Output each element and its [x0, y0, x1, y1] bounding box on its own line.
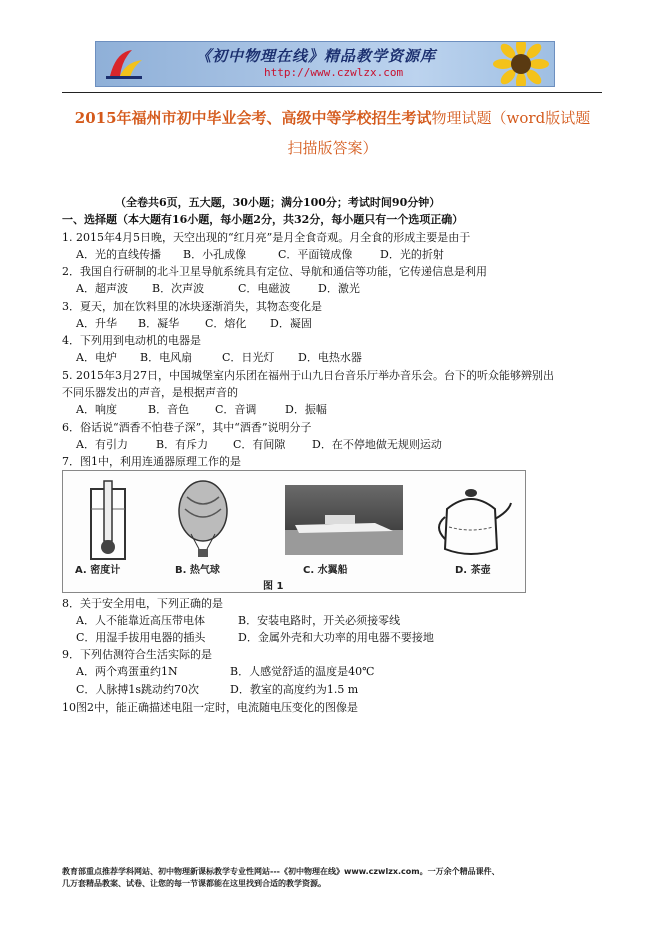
question-4: 4．下列用到电动机的电器是 [62, 334, 201, 347]
q4-option-b: B．电风扇 [140, 351, 193, 364]
question-3: 3．夏天，加在饮料里的冰块逐渐消失，其物态变化是 [62, 300, 322, 313]
q8-option-a: A．人不能靠近高压带电体 [76, 614, 205, 627]
question-10: 10图2中，能正确描述电阻一定时，电流随电压变化的图像是 [62, 701, 358, 714]
hydrofoil-boat-icon [285, 485, 403, 555]
question-6: 6．俗话说“酒香不怕巷子深”，其中“酒香”说明分子 [62, 421, 312, 434]
q3-option-c: C．熔化 [205, 317, 247, 330]
q2-option-b: B．次声波 [152, 282, 205, 295]
figure-caption-b: B. 热气球 [175, 565, 220, 576]
q8-option-b: B．安装电路时，开关必须接零线 [238, 614, 401, 627]
q1-option-a: A．光的直线传播 [76, 248, 161, 261]
q6-option-b: B．有斥力 [156, 438, 209, 451]
q1-option-d: D．光的折射 [380, 248, 444, 261]
q4-option-d: D．电热水器 [298, 351, 362, 364]
q2-option-a: A．超声波 [76, 282, 128, 295]
q3-option-d: D．凝固 [270, 317, 312, 330]
q4-option-c: C．日光灯 [222, 351, 275, 364]
figure-caption-a: A. 密度计 [75, 565, 121, 576]
q3-option-a: A．升华 [76, 317, 117, 330]
header-rule [62, 92, 602, 93]
site-logo-icon [102, 46, 146, 82]
sunflower-icon [492, 41, 550, 87]
q5-option-c: C．音调 [215, 403, 257, 416]
q6-option-a: A．有引力 [76, 438, 128, 451]
q6-option-d: D．在不停地做无规则运动 [312, 438, 442, 451]
question-7: 7．图1中，利用连通器原理工作的是 [62, 455, 241, 468]
q2-option-d: D．激光 [318, 282, 360, 295]
q8-option-c: C．用湿手拔用电器的插头 [76, 631, 206, 644]
question-9: 9．下列估测符合生活实际的是 [62, 648, 212, 661]
q9-option-d: D．教室的高度约为1.5 m [230, 683, 359, 696]
figure-caption-c: C. 水翼船 [303, 565, 348, 576]
banner-title: 《初中物理在线》精品教学资源库 [196, 47, 437, 65]
q2-option-c: C．电磁波 [238, 282, 291, 295]
question-1: 1. 2015年4月5日晚，天空出现的“红月亮”是月全食奇观。月全食的形成主要是由于 [62, 231, 471, 244]
q5-option-a: A．响度 [76, 403, 117, 416]
question-2: 2．我国自行研制的北斗卫星导航系统具有定位、导航和通信等功能，它传递信息是利用 [62, 265, 487, 278]
page-title [60, 103, 605, 163]
figure-1 [62, 470, 526, 593]
q9-option-b: B．人感觉舒适的温度是40℃ [230, 665, 375, 678]
section-heading: 一、选择题（本大题有16小题，每小题2分，共32分，每小题只有一个选项正确） [62, 213, 464, 226]
q4-option-a: A．电炉 [76, 351, 117, 364]
q9-option-c: C．人脉搏1s跳动约70次 [76, 683, 200, 696]
question-5-line1: 5. 2015年3月27日，中国城堡室内乐团在福州于山九日台音乐厅举办音乐会。台下的听众能够辨别出 [62, 369, 554, 382]
title-normal: 物理试题（word版试题 [431, 109, 591, 127]
q5-option-d: D．振幅 [285, 403, 327, 416]
question-5-line2: 不同乐器发出的声音，是根据声音的 [62, 386, 238, 399]
q8-option-d: D．金属外壳和大功率的用电器不要接地 [238, 631, 434, 644]
question-8: 8．关于安全用电，下列正确的是 [62, 597, 223, 610]
figure-caption-d: D. 茶壶 [455, 565, 491, 576]
footer-line-1: 教育部重点推荐学科网站、初中物理新课标教学专业性网站---《初中物理在线》www.czwlzx.com。一万余个精品课件、 [62, 867, 500, 876]
q9-option-a: A．两个鸡蛋重约1N [76, 665, 178, 678]
q6-option-c: C．有间隙 [233, 438, 286, 451]
figure-label: 图 1 [263, 581, 284, 592]
q1-option-c: C．平面镜成像 [278, 248, 353, 261]
page-footer [62, 866, 622, 890]
title-bold: 2015年福州市初中毕业会考、高级中等学校招生考试 [74, 109, 432, 127]
banner-url: http://www.czwlzx.com [264, 66, 404, 79]
q1-option-b: B．小孔成像 [183, 248, 247, 261]
hydrofoil-photo [285, 485, 403, 555]
exam-info: （全卷共6页，五大题，30小题；满分100分；考试时间90分钟） [115, 196, 441, 209]
footer-line-2: 几万套精品教案、试卷、让您的每一节课都能在这里找到合适的教学资源。 [62, 879, 326, 888]
title-line2: 扫描版答案） [287, 139, 378, 157]
q5-option-b: B．音色 [148, 403, 190, 416]
site-banner [95, 41, 555, 87]
q3-option-b: B．凝华 [138, 317, 180, 330]
